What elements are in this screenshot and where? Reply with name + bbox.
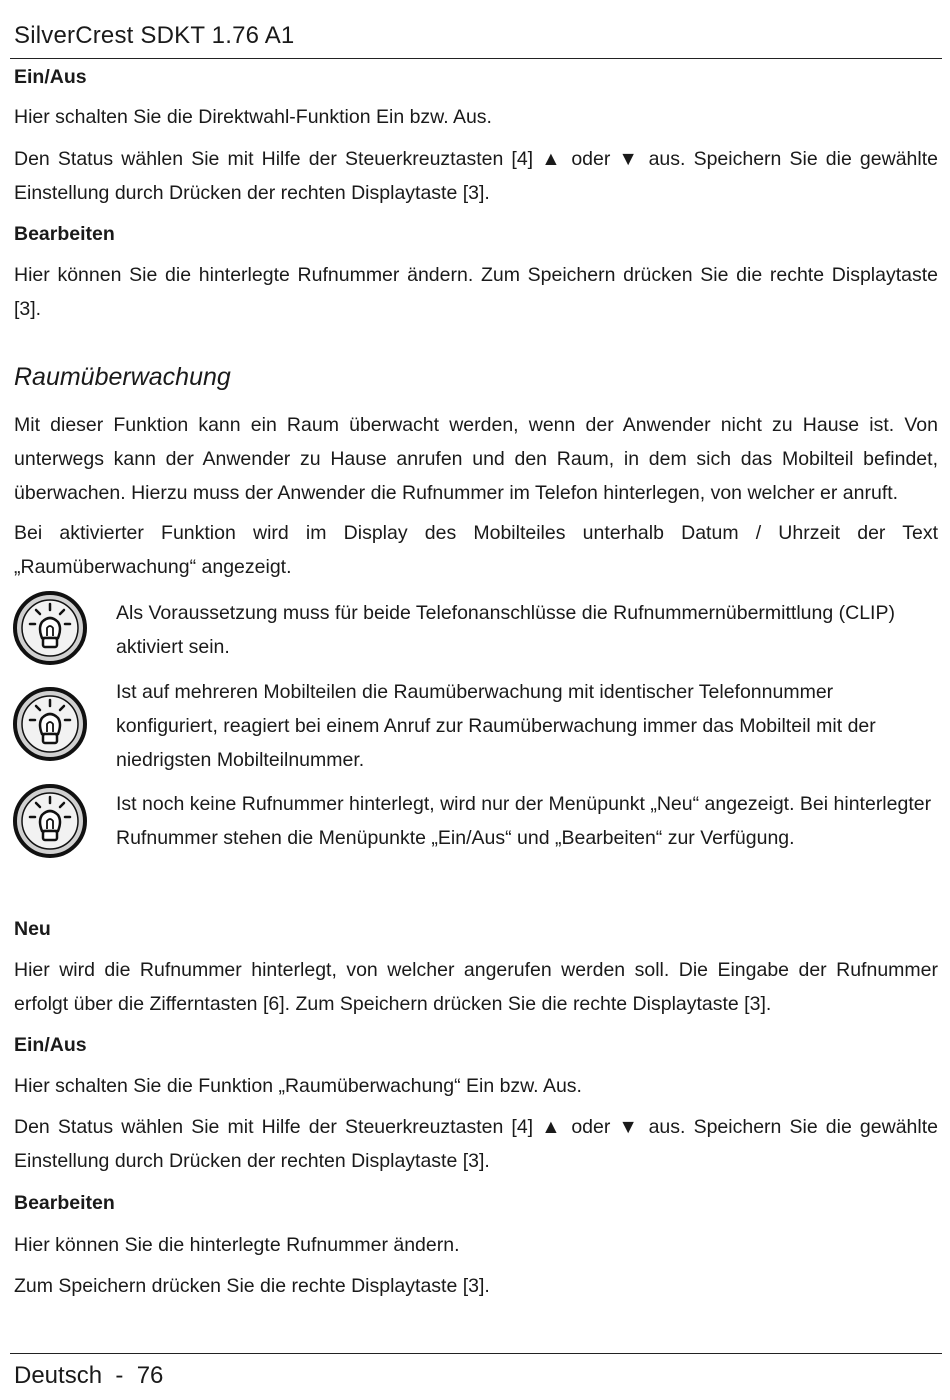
paragraph: Zum Speichern drücken Sie die rechte Displaytaste [3]. bbox=[14, 1275, 490, 1297]
tip-text: Ist auf mehreren Mobilteilen die Raumüberwachung mit identischer Telefonnummer konfiguriert, reagiert bei einem Anruf zur Raumüberwachung immer das Mobilteil mit der niedrigsten Mobilteilnummer. bbox=[116, 681, 876, 771]
heading-neu: Neu bbox=[14, 918, 51, 940]
paragraph: Mit dieser Funktion kann ein Raum überwacht werden, wenn der Anwender nicht zu Hause ist. Von unterwegs kann der Anwender zu Hause anrufen und den Raum, in dem sich das Mobilteil befindet, überwachen. Hierzu muss der Anwender die Rufnummer im Telefon hinterlegen, von welcher er anruft. bbox=[14, 414, 938, 504]
page-footer bbox=[10, 1353, 942, 1394]
tip-text: Als Voraussetzung muss für beide Telefonanschlüsse die Rufnummernübermittlung (CLIP) aktiviert sein. bbox=[116, 602, 895, 658]
page-header bbox=[10, 18, 942, 59]
paragraph: Hier wird die Rufnummer hinterlegt, von welcher angerufen werden soll. Die Eingabe der Rufnummer erfolgt über die Zifferntasten [6]. Zum Speichern drücken Sie die rechte Displaytaste [3]. bbox=[14, 959, 938, 1015]
heading-ein-aus: Ein/Aus bbox=[14, 1034, 87, 1056]
heading-ein-aus: Ein/Aus bbox=[14, 66, 87, 88]
lightbulb-icon bbox=[12, 686, 90, 764]
paragraph: Hier schalten Sie die Funktion „Raumüberwachung“ Ein bzw. Aus. bbox=[14, 1075, 582, 1097]
heading-bearbeiten: Bearbeiten bbox=[14, 1192, 115, 1214]
heading-bearbeiten: Bearbeiten bbox=[14, 223, 115, 245]
lightbulb-icon bbox=[12, 783, 90, 861]
paragraph: Hier schalten Sie die Direktwahl-Funktion Ein bzw. Aus. bbox=[14, 106, 492, 128]
paragraph: Bei aktivierter Funktion wird im Display des Mobilteiles unterhalb Datum / Uhrzeit der Text „Raumüberwachung“ angezeigt. bbox=[14, 522, 938, 578]
section-title: Raumüberwachung bbox=[14, 363, 231, 391]
tip-text: Ist noch keine Rufnummer hinterlegt, wird nur der Menüpunkt „Neu“ angezeigt. Bei hinterlegter Rufnummer stehen die Menüpunkte „Ein/Aus“ und „Bearbeiten“ zur Verfügung. bbox=[116, 793, 932, 849]
paragraph: Hier können Sie die hinterlegte Rufnummer ändern. bbox=[14, 1234, 460, 1256]
paragraph: Den Status wählen Sie mit Hilfe der Steuerkreuztasten [4] ▲ oder ▼ aus. Speichern Sie die gewählte Einstellung durch Drücken der rechten Displaytaste [3]. bbox=[14, 1116, 938, 1172]
lightbulb-icon bbox=[12, 590, 90, 668]
document-title: SilverCrest SDKT 1.76 A1 bbox=[14, 22, 295, 49]
page-number: Deutsch - 76 bbox=[14, 1362, 164, 1389]
paragraph: Hier können Sie die hinterlegte Rufnummer ändern. Zum Speichern drücken Sie die rechte Displaytaste [3]. bbox=[14, 264, 938, 320]
paragraph: Den Status wählen Sie mit Hilfe der Steuerkreuztasten [4] ▲ oder ▼ aus. Speichern Sie die gewählte Einstellung durch Drücken der rechten Displaytaste [3]. bbox=[14, 148, 938, 204]
